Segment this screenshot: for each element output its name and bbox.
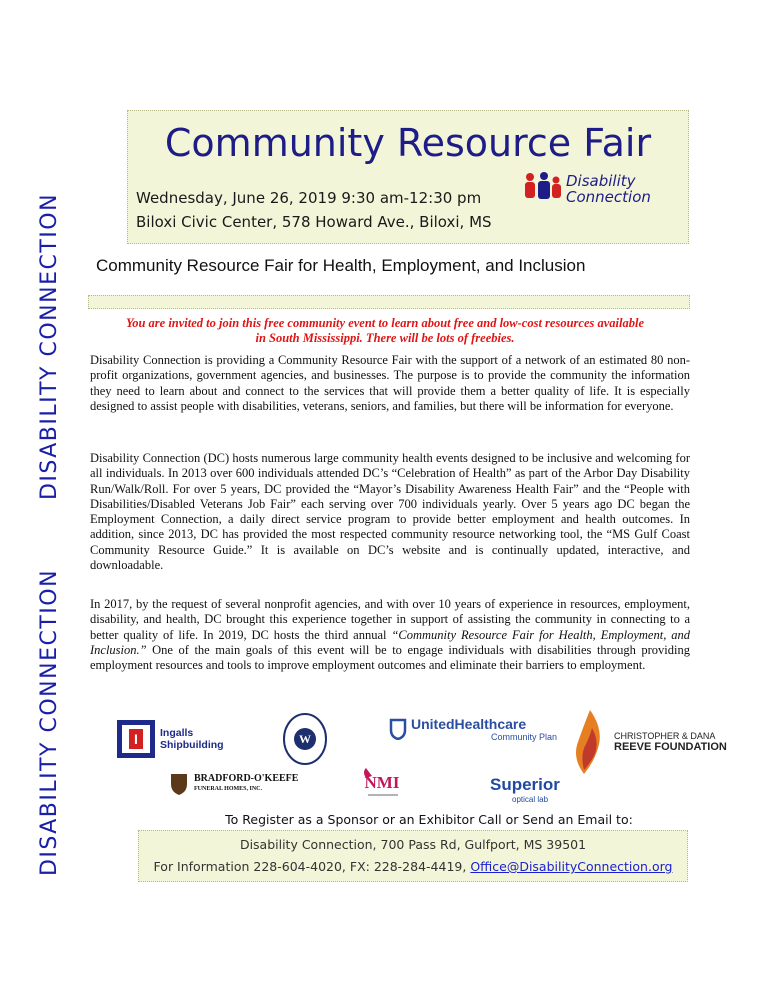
hancock-whitney-mark: W [299, 732, 311, 746]
contact-info [139, 859, 687, 874]
flag-icon: I [117, 720, 155, 758]
reeve-line-1: CHRISTOPHER & DANA [614, 731, 716, 741]
bradford-okeefe-logo [170, 772, 298, 796]
event-date: Wednesday, June 26, 2019 9:30 am-12:30 pm [136, 189, 482, 207]
subtitle: Community Resource Fair for Health, Employment, and Inclusion [96, 256, 586, 275]
page-title: Community Resource Fair [164, 121, 652, 165]
logo-line-1: Disability [566, 172, 636, 190]
divider-band [88, 295, 690, 309]
ingalls-line-1: Ingalls [160, 727, 194, 739]
paragraph-goals-event-name: “Community Resource Fair for Health, Employment, and Inclusion.” [90, 627, 691, 657]
nmi-mark: NMI [364, 773, 400, 792]
logo-line-2: Connection [566, 188, 651, 206]
header-box [127, 110, 689, 244]
paragraph-history: Disability Connection (DC) hosts numerous large community health events designed to be inclusive and welcoming for all individuals. In 2013 over 600 individuals attended DC’s “Celebration of Health” as part of the Arbor Day Disability Run/Walk/Roll. For over 5 years, DC provided the “Mayor’s Disability Awareness Health Fair” and the “People with Disabilities/Disabled Veterans Job Fair” each serving over 700 individuals yearly. Over 5 years ago DC began the Employment Connection, a daily direct service program to provide better employment and health outcomes. In addition, since 2013, DC has provided the most respected community resource networking tool, the “MS Gulf Coast Community Resource Guide.” It is available on DC’s website and is continually updated, interactive, and downloadable. [90, 451, 690, 573]
contact-phone-fax: For Information 228-604-4020, FX: 228-284-4419, [153, 859, 471, 874]
paragraph-goals-end: One of the main goals of this event will be to engage individuals with disabilities through providing employment resources and tools to improve employment outcomes and eliminate their barriers to employment. [90, 642, 690, 673]
side-banner-bottom [20, 562, 80, 882]
crest-icon [170, 772, 188, 796]
reeve-foundation-logo [570, 708, 727, 776]
contact-box [138, 830, 688, 882]
butterfly-icon [358, 762, 402, 802]
side-banner-top [20, 186, 80, 506]
bradford-line-1: BRADFORD-O'KEEFE [194, 773, 299, 784]
superior-sub: optical lab [512, 795, 549, 804]
contact-address: Disability Connection, 700 Pass Rd, Gulfport, MS 39501 [239, 837, 587, 852]
uhc-sub: Community Plan [491, 732, 558, 742]
side-banner-bottom-text: DISABILITY CONNECTION [37, 568, 63, 876]
ingalls-line-2: Shipbuilding [160, 739, 224, 751]
bradford-line-2: FUNERAL HOMES, INC. [194, 786, 263, 792]
register-line: To Register as a Sponsor or an Exhibitor Call or Send an Email to: [225, 812, 633, 827]
shield-icon [389, 718, 407, 740]
paragraph-goals [90, 597, 690, 673]
ingalls-logo [117, 720, 224, 758]
nmi-logo [358, 762, 402, 802]
reeve-line-2: REEVE FOUNDATION [614, 741, 727, 753]
email-link[interactable]: Office@DisabilityConnection.org [470, 859, 673, 874]
hancock-whitney-logo [282, 712, 328, 766]
paragraph-purpose: Disability Connection is providing a Community Resource Fair with the support of a network of an estimated 80 non-profit organizations, government agencies, and businesses. The purpose is to provide the community the information they need to learn about and connect to the services that will provide them a better quality of life. It is especially designed to assist people with disabilities, veterans, seniors, and families, but there will be information for everyone. [90, 353, 690, 413]
paragraph-goals-start: In 2017, by the request of several nonprofit agencies, and with over 10 years of experience in resources, employment, disability, and health, DC brought this experience together in support of assisting the community in connecting to a better quality of life. In 2019, DC hosts the third annual [90, 597, 690, 642]
unitedhealthcare-logo [389, 716, 557, 742]
side-banner-top-text: DISABILITY CONNECTION [37, 192, 63, 500]
people-icon [520, 171, 564, 211]
superior-optical-logo [490, 775, 560, 804]
superior-name: Superior [490, 775, 560, 794]
event-location: Biloxi Civic Center, 578 Howard Ave., Biloxi, MS [136, 213, 492, 231]
hancock-whitney-seal-icon [282, 712, 328, 766]
flame-icon [570, 708, 610, 776]
disability-connection-logo [520, 169, 688, 215]
uhc-name: UnitedHealthcare [411, 716, 527, 732]
invite-text: You are invited to join this free community event to learn about free and low-cost resources available in South Mississippi. There will be lots of freebies. [125, 316, 645, 345]
